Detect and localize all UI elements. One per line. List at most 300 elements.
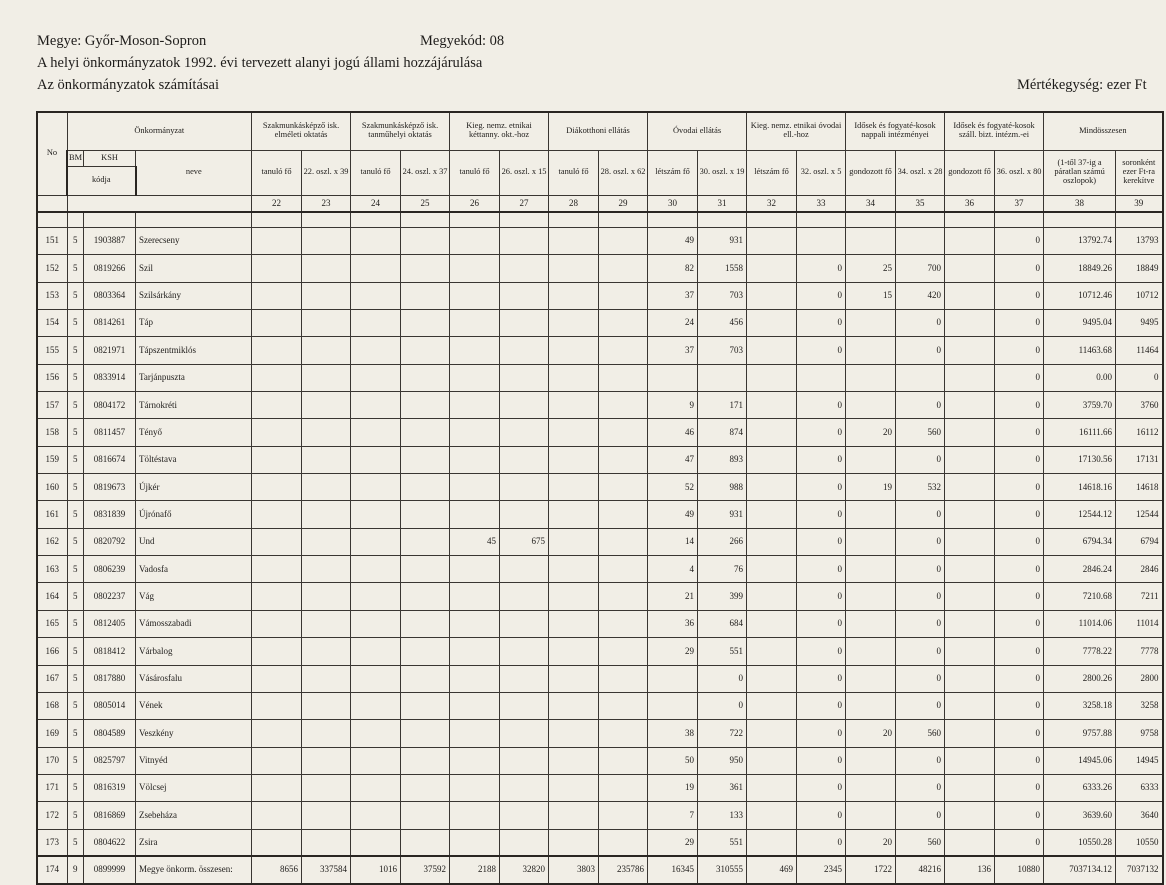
- value-cell: 1558: [698, 255, 747, 282]
- value-cell: [747, 583, 797, 610]
- value-cell: [500, 228, 549, 255]
- value-cell: 703: [698, 337, 747, 364]
- value-cell: [252, 692, 302, 719]
- col-number: 36: [945, 195, 995, 212]
- spacer-cell: [945, 212, 995, 228]
- value-cell: [450, 583, 500, 610]
- table-row: [37, 310, 1163, 337]
- value-cell: [401, 583, 450, 610]
- value-cell: 0: [797, 692, 846, 719]
- bm-code: 5: [67, 446, 84, 473]
- value-cell: 0: [995, 747, 1044, 774]
- municipality-name: Und: [136, 528, 252, 555]
- value-cell: 266: [698, 528, 747, 555]
- ksh-code: 0816674: [84, 446, 136, 473]
- value-cell: [450, 829, 500, 856]
- table-row: [37, 528, 1163, 555]
- value-cell: 7778: [1116, 638, 1163, 665]
- value-cell: 0: [797, 720, 846, 747]
- value-cell: [549, 720, 599, 747]
- value-cell: 0: [896, 446, 945, 473]
- row-number: 164: [37, 583, 67, 610]
- value-cell: 76: [698, 556, 747, 583]
- value-cell: [846, 638, 896, 665]
- value-cell: 0: [995, 282, 1044, 309]
- value-cell: [896, 364, 945, 391]
- value-cell: [351, 583, 401, 610]
- value-cell: 0: [896, 692, 945, 719]
- row-number: 153: [37, 282, 67, 309]
- ksh-code: 0806239: [84, 556, 136, 583]
- value-cell: 420: [896, 282, 945, 309]
- value-cell: [549, 282, 599, 309]
- value-cell: [500, 419, 549, 446]
- value-cell: [599, 255, 648, 282]
- value-cell: [252, 638, 302, 665]
- ksh-code: 0831839: [84, 501, 136, 528]
- value-cell: 8656: [252, 856, 302, 883]
- ksh-code: 0805014: [84, 692, 136, 719]
- value-cell: 0: [797, 419, 846, 446]
- value-cell: 0: [797, 829, 846, 856]
- value-cell: [945, 747, 995, 774]
- value-cell: [846, 774, 896, 801]
- value-cell: [351, 392, 401, 419]
- municipality-name: Szilsárkány: [136, 282, 252, 309]
- value-cell: 18849: [1116, 255, 1163, 282]
- value-cell: [401, 829, 450, 856]
- ksh-code: 0899999: [84, 856, 136, 883]
- value-cell: [747, 720, 797, 747]
- value-cell: 2800: [1116, 665, 1163, 692]
- ksh-code: 0812405: [84, 610, 136, 637]
- value-cell: 399: [698, 583, 747, 610]
- value-cell: 6794: [1116, 528, 1163, 555]
- value-cell: 0: [797, 528, 846, 555]
- value-cell: 0: [995, 392, 1044, 419]
- value-cell: 0: [896, 802, 945, 829]
- county-label: Megye: Győr-Moson-Sopron: [37, 33, 207, 49]
- value-cell: [401, 474, 450, 501]
- row-number: 156: [37, 364, 67, 391]
- value-cell: 17131: [1116, 446, 1163, 473]
- value-cell: 0: [995, 528, 1044, 555]
- value-cell: 6333.26: [1044, 774, 1116, 801]
- value-cell: 15: [846, 282, 896, 309]
- value-cell: [302, 255, 351, 282]
- value-cell: [351, 255, 401, 282]
- value-cell: 14: [648, 528, 698, 555]
- bm-code: 9: [67, 856, 84, 883]
- value-cell: 9758: [1116, 720, 1163, 747]
- col-ksh-header: KSH: [84, 150, 136, 166]
- value-cell: 3258: [1116, 692, 1163, 719]
- value-cell: 2846.24: [1044, 556, 1116, 583]
- bm-code: 5: [67, 474, 84, 501]
- value-cell: 14618.16: [1044, 474, 1116, 501]
- col-number: 37: [995, 195, 1044, 212]
- value-cell: 2846: [1116, 556, 1163, 583]
- value-cell: [450, 282, 500, 309]
- value-cell: [401, 446, 450, 473]
- value-cell: 0: [995, 228, 1044, 255]
- value-cell: [450, 337, 500, 364]
- value-cell: 675: [500, 528, 549, 555]
- value-cell: [549, 228, 599, 255]
- value-cell: [450, 720, 500, 747]
- value-cell: [747, 255, 797, 282]
- value-cell: [450, 774, 500, 801]
- value-cell: 931: [698, 501, 747, 528]
- table-row: [37, 720, 1163, 747]
- bm-code: 5: [67, 392, 84, 419]
- value-cell: [351, 665, 401, 692]
- col-number: [37, 195, 67, 212]
- value-cell: [302, 501, 351, 528]
- value-cell: 0: [896, 747, 945, 774]
- spacer-cell: [797, 212, 846, 228]
- value-cell: 46: [648, 419, 698, 446]
- value-cell: 0: [896, 392, 945, 419]
- value-cell: 469: [747, 856, 797, 883]
- spacer-cell: [995, 212, 1044, 228]
- value-cell: [351, 419, 401, 446]
- value-cell: 0: [896, 665, 945, 692]
- value-cell: 0: [797, 747, 846, 774]
- value-cell: 684: [698, 610, 747, 637]
- table-row: [37, 638, 1163, 665]
- value-cell: [351, 692, 401, 719]
- value-cell: [599, 829, 648, 856]
- value-cell: [599, 802, 648, 829]
- municipality-name: Táp: [136, 310, 252, 337]
- value-cell: [500, 638, 549, 665]
- value-cell: 36: [648, 610, 698, 637]
- value-cell: 0: [896, 610, 945, 637]
- value-cell: 722: [698, 720, 747, 747]
- value-cell: 48216: [896, 856, 945, 883]
- col-group-header: Idősek és fogyaté-kosok száll. bizt. intézm.-ei: [945, 112, 1044, 150]
- value-cell: [401, 802, 450, 829]
- col-number: 27: [500, 195, 549, 212]
- municipality-name: Tarjánpuszta: [136, 364, 252, 391]
- ksh-code: 0816869: [84, 802, 136, 829]
- value-cell: 0: [896, 638, 945, 665]
- value-cell: [846, 583, 896, 610]
- value-cell: [401, 392, 450, 419]
- value-cell: 3759.70: [1044, 392, 1116, 419]
- value-cell: [599, 692, 648, 719]
- value-cell: 0: [995, 692, 1044, 719]
- bm-code: 5: [67, 665, 84, 692]
- value-cell: [450, 228, 500, 255]
- value-cell: [351, 474, 401, 501]
- value-cell: [846, 364, 896, 391]
- municipality-name: Vadosfa: [136, 556, 252, 583]
- value-cell: [252, 337, 302, 364]
- value-cell: [846, 310, 896, 337]
- value-cell: [401, 528, 450, 555]
- value-cell: [549, 419, 599, 446]
- value-cell: [500, 610, 549, 637]
- value-cell: 235786: [599, 856, 648, 883]
- bm-code: 5: [67, 774, 84, 801]
- row-number: 167: [37, 665, 67, 692]
- spacer-cell: [698, 212, 747, 228]
- value-cell: 2800.26: [1044, 665, 1116, 692]
- value-cell: 19: [846, 474, 896, 501]
- value-cell: 456: [698, 310, 747, 337]
- value-cell: [945, 802, 995, 829]
- spacer-cell: [1044, 212, 1116, 228]
- value-cell: 7211: [1116, 583, 1163, 610]
- value-cell: 16111.66: [1044, 419, 1116, 446]
- value-cell: [401, 419, 450, 446]
- value-cell: [945, 692, 995, 719]
- bm-code: 5: [67, 802, 84, 829]
- value-cell: [846, 392, 896, 419]
- value-cell: [302, 692, 351, 719]
- value-cell: [252, 583, 302, 610]
- value-cell: 0: [995, 337, 1044, 364]
- bm-code: 5: [67, 364, 84, 391]
- ksh-code: 1903887: [84, 228, 136, 255]
- col-sub-header-a: létszám fő: [747, 150, 797, 195]
- col-onkormanyzat-header: Önkormányzat: [67, 112, 252, 150]
- value-cell: [351, 610, 401, 637]
- value-cell: [945, 720, 995, 747]
- value-cell: [747, 610, 797, 637]
- value-cell: [500, 392, 549, 419]
- table-row: [37, 829, 1163, 856]
- value-cell: [549, 310, 599, 337]
- spacer-cell: [549, 212, 599, 228]
- table-row: [37, 665, 1163, 692]
- col-kodja-header: kódja: [67, 166, 136, 195]
- value-cell: [846, 228, 896, 255]
- value-cell: [252, 255, 302, 282]
- value-cell: 0.00: [1044, 364, 1116, 391]
- value-cell: 874: [698, 419, 747, 446]
- value-cell: 6794.34: [1044, 528, 1116, 555]
- value-cell: [747, 392, 797, 419]
- municipality-name: Tápszentmiklós: [136, 337, 252, 364]
- value-cell: [500, 474, 549, 501]
- value-cell: [599, 282, 648, 309]
- allocation-table: [36, 111, 1164, 885]
- spacer-cell: [136, 212, 252, 228]
- spacer-row: [37, 212, 1163, 228]
- value-cell: [747, 282, 797, 309]
- value-cell: [797, 364, 846, 391]
- value-cell: [747, 556, 797, 583]
- col-neve-header: neve: [136, 150, 252, 195]
- row-number: 151: [37, 228, 67, 255]
- col-sub-header-a: gondozott fő: [945, 150, 995, 195]
- value-cell: 49: [648, 228, 698, 255]
- spacer-cell: [846, 212, 896, 228]
- col-sub-header-a: tanuló fő: [450, 150, 500, 195]
- table-row: [37, 446, 1163, 473]
- value-cell: 37: [648, 282, 698, 309]
- value-cell: 45: [450, 528, 500, 555]
- col-sub-header-b: 28. oszl. x 62: [599, 150, 648, 195]
- value-cell: 0: [797, 474, 846, 501]
- value-cell: [302, 419, 351, 446]
- value-cell: 7037132: [1116, 856, 1163, 883]
- col-sub-header-a: tanuló fő: [351, 150, 401, 195]
- value-cell: [401, 610, 450, 637]
- value-cell: 0: [995, 446, 1044, 473]
- value-cell: [648, 665, 698, 692]
- document-subtitle: Az önkormányzatok számításai: [37, 77, 219, 93]
- bm-code: 5: [67, 310, 84, 337]
- bm-code: 5: [67, 638, 84, 665]
- value-cell: 3640: [1116, 802, 1163, 829]
- value-cell: [945, 610, 995, 637]
- row-number: 158: [37, 419, 67, 446]
- value-cell: 0: [797, 392, 846, 419]
- spacer-cell: [648, 212, 698, 228]
- value-cell: 0: [698, 665, 747, 692]
- value-cell: [351, 501, 401, 528]
- ksh-code: 0804622: [84, 829, 136, 856]
- value-cell: 0: [995, 665, 1044, 692]
- col-sub-header-a: gondozott fő: [846, 150, 896, 195]
- col-number: 30: [648, 195, 698, 212]
- value-cell: 6333: [1116, 774, 1163, 801]
- value-cell: 133: [698, 802, 747, 829]
- value-cell: [500, 501, 549, 528]
- value-cell: 20: [846, 720, 896, 747]
- value-cell: [302, 665, 351, 692]
- table-row: [37, 747, 1163, 774]
- bm-code: 5: [67, 829, 84, 856]
- col-group-header: Kieg. nemz. etnikai kéttanny. okt.-hoz: [450, 112, 549, 150]
- municipality-name: Vitnyéd: [136, 747, 252, 774]
- value-cell: 703: [698, 282, 747, 309]
- value-cell: [648, 364, 698, 391]
- value-cell: 10550.28: [1044, 829, 1116, 856]
- value-cell: 14945: [1116, 747, 1163, 774]
- municipality-name: Szil: [136, 255, 252, 282]
- municipality-name: Újrónafő: [136, 501, 252, 528]
- municipality-name: Völcsej: [136, 774, 252, 801]
- value-cell: 0: [995, 255, 1044, 282]
- value-cell: [401, 665, 450, 692]
- value-cell: [401, 747, 450, 774]
- bm-code: 5: [67, 419, 84, 446]
- value-cell: [450, 556, 500, 583]
- header-row-groups: [37, 112, 1163, 150]
- value-cell: [549, 665, 599, 692]
- value-cell: [252, 282, 302, 309]
- col-sub-header-a: tanuló fő: [252, 150, 302, 195]
- value-cell: [401, 501, 450, 528]
- value-cell: [450, 501, 500, 528]
- value-cell: [747, 747, 797, 774]
- table-row: [37, 856, 1163, 883]
- value-cell: 0: [995, 556, 1044, 583]
- ksh-code: 0803364: [84, 282, 136, 309]
- value-cell: [945, 665, 995, 692]
- value-cell: [747, 474, 797, 501]
- value-cell: [401, 228, 450, 255]
- value-cell: 931: [698, 228, 747, 255]
- value-cell: [846, 528, 896, 555]
- bm-code: 5: [67, 337, 84, 364]
- value-cell: [500, 720, 549, 747]
- value-cell: [450, 255, 500, 282]
- value-cell: [698, 364, 747, 391]
- value-cell: [450, 419, 500, 446]
- value-cell: [252, 310, 302, 337]
- value-cell: [401, 638, 450, 665]
- spacer-cell: [302, 212, 351, 228]
- table-row: [37, 802, 1163, 829]
- table-row: [37, 583, 1163, 610]
- value-cell: [302, 528, 351, 555]
- value-cell: 893: [698, 446, 747, 473]
- ksh-code: 0814261: [84, 310, 136, 337]
- county-code-label: Megyekód: 08: [420, 33, 505, 49]
- value-cell: 9757.88: [1044, 720, 1116, 747]
- value-cell: [252, 419, 302, 446]
- col-number: 38: [1044, 195, 1116, 212]
- value-cell: [450, 747, 500, 774]
- value-cell: [252, 774, 302, 801]
- value-cell: [450, 692, 500, 719]
- table-row: [37, 474, 1163, 501]
- value-cell: 310555: [698, 856, 747, 883]
- col-no-header: No: [37, 112, 67, 195]
- value-cell: 13793: [1116, 228, 1163, 255]
- value-cell: 3760: [1116, 392, 1163, 419]
- value-cell: [351, 638, 401, 665]
- col-sub-header-b: 34. oszl. x 28: [896, 150, 945, 195]
- col-number: 23: [302, 195, 351, 212]
- value-cell: 47: [648, 446, 698, 473]
- value-cell: 0: [896, 556, 945, 583]
- value-cell: [599, 583, 648, 610]
- col-number: 22: [252, 195, 302, 212]
- value-cell: [599, 665, 648, 692]
- value-cell: 12544: [1116, 501, 1163, 528]
- value-cell: [252, 501, 302, 528]
- spacer-cell: [252, 212, 302, 228]
- value-cell: 2345: [797, 856, 846, 883]
- value-cell: 950: [698, 747, 747, 774]
- value-cell: 11464: [1116, 337, 1163, 364]
- table-row: [37, 255, 1163, 282]
- value-cell: [450, 446, 500, 473]
- row-number: 152: [37, 255, 67, 282]
- col-sub-header-b: 30. oszl. x 19: [698, 150, 747, 195]
- col-sub-header-b: 24. oszl. x 37: [401, 150, 450, 195]
- value-cell: [252, 747, 302, 774]
- value-cell: [945, 474, 995, 501]
- value-cell: [302, 638, 351, 665]
- value-cell: 3639.60: [1044, 802, 1116, 829]
- value-cell: [401, 310, 450, 337]
- ksh-code: 0821971: [84, 337, 136, 364]
- value-cell: [401, 255, 450, 282]
- value-cell: [945, 419, 995, 446]
- value-cell: [945, 446, 995, 473]
- bm-code: 5: [67, 720, 84, 747]
- value-cell: 0: [797, 282, 846, 309]
- value-cell: [945, 392, 995, 419]
